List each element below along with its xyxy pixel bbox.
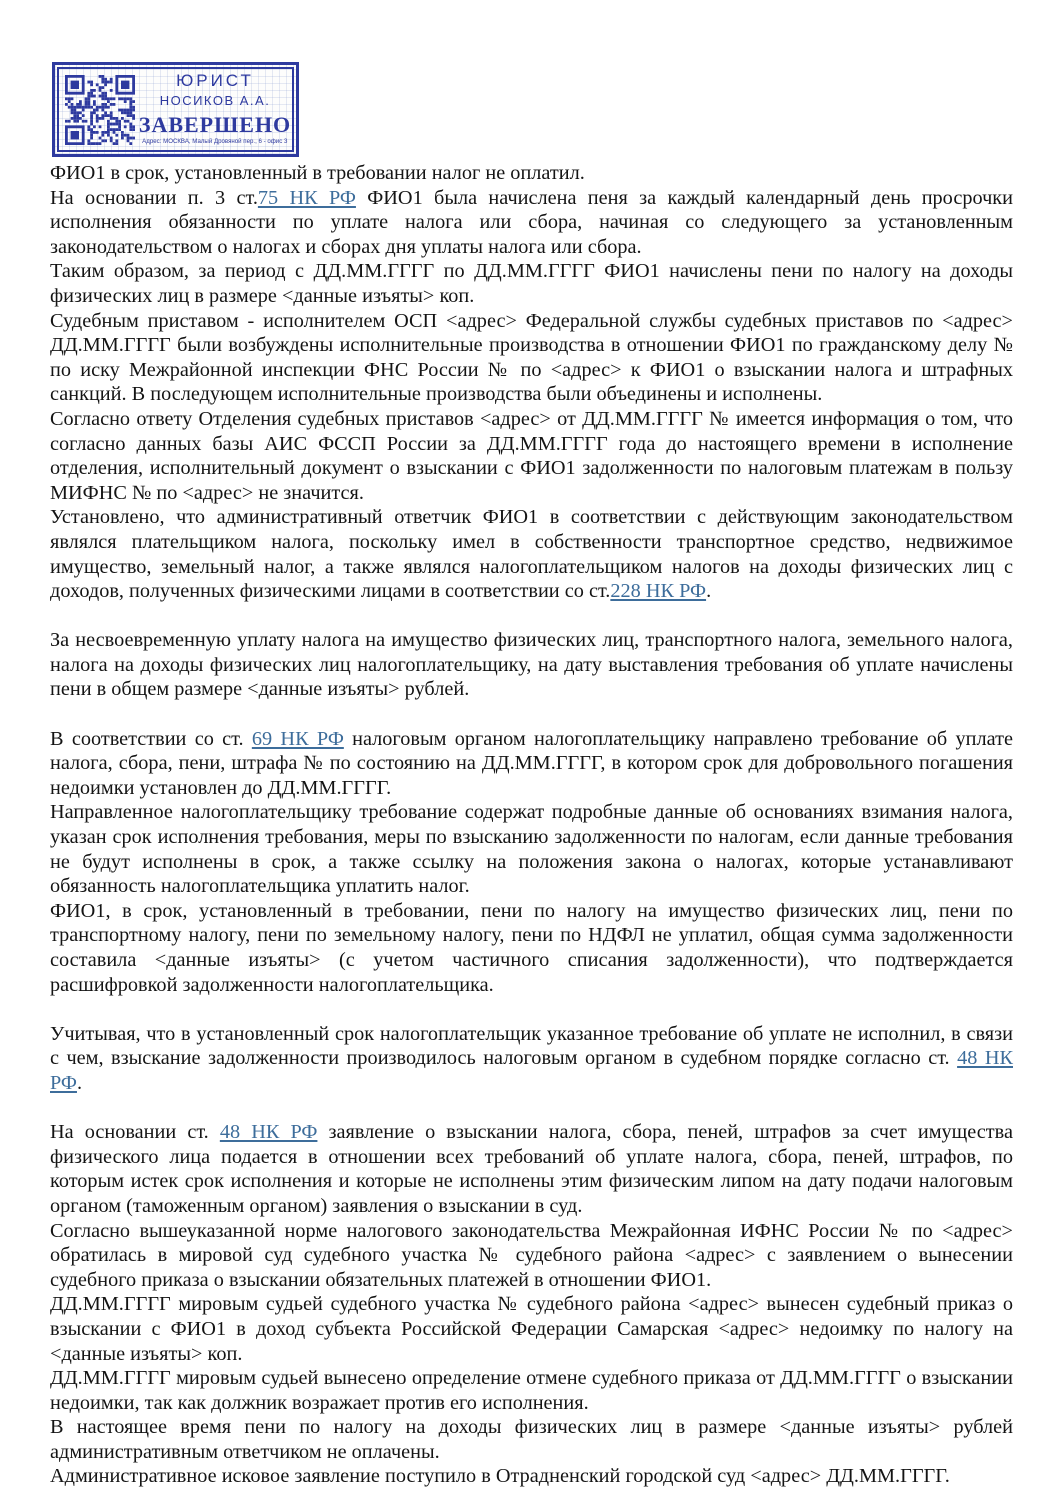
stamp-address: Адрес: МОСКВА, Малый Дровяной пер., 6 - офис 3 [142, 136, 288, 144]
paragraph-text: Согласно ответу Отделения судебных приставов <адрес> от ДД.ММ.ГГГГ № имеется информация о том, что согласно данных базы АИС ФССП России за ДД.ММ.ГГГГ года до настоящего времени в исполнение отделения, исполнительный документ о взыскании с ФИО1 задолженности по налоговым платежам в пользу МИФНС № по <адрес> не значится. [50, 407, 1013, 504]
paragraph-text: ДД.ММ.ГГГГ мировым судьей вынесено определение отмене судебного приказа от ДД.ММ.ГГГГ о взыскании недоимки, так как должник возражает против его исполнения. [50, 1367, 1013, 1414]
paragraph-text: налоговым органом налогоплательщику направлено требование об уплате налога, сбора, пени, штрафа № по состоянию на ДД.ММ.ГГГГ, в котором срок для добровольного погашения недоимки установлен до ДД.ММ.ГГГГ. [50, 727, 1013, 799]
stamp-title: ЮРИСТ [176, 71, 254, 90]
paragraph-text: . [706, 580, 712, 603]
law-link[interactable]: 228 НК РФ [610, 580, 707, 603]
law-link[interactable]: 69 НК РФ [251, 727, 344, 750]
paragraph-text: Судебным приставом - исполнителем ОСП <адрес> Федеральной службы судебных приставов по <адрес> ДД.ММ.ГГГГ были возбуждены исполнительные производства в отношении ФИО1 по гражданскому делу № по иску Межрайонной инспекции ФНС России № по <адрес> к ФИО1 о взыскании налога и штрафных санкций. В последующем исполнительные производства были объединены и исполнены. [50, 309, 1013, 406]
qr-code-icon [65, 75, 135, 145]
paragraph-text: На основании п. 3 ст. [50, 186, 258, 209]
paragraph [50, 628, 1013, 702]
paragraph [50, 1292, 1013, 1366]
paragraph-text: заявление о взыскании налога, сбора, пеней, штрафов за счет имущества физического лица подается в отношении всех требований об уплате налога, сбора, пеней, штрафов, по которым истек срок исполнения и которые не исполнены этим физическим липом на дату подачи налоговым органом (таможенным органом) заявления о взыскании в суд. [50, 1121, 1013, 1217]
stamp-text-block [138, 71, 292, 147]
paragraph [50, 161, 1013, 186]
law-link[interactable]: 48 НК РФ [219, 1121, 318, 1144]
paragraph-text: На основании ст. [50, 1121, 220, 1144]
law-link[interactable]: 75 НК РФ [257, 186, 356, 209]
document-body [50, 161, 1013, 1489]
paragraph [50, 1022, 1013, 1096]
paragraph [50, 899, 1013, 997]
paragraph-text: Административное исковое заявление поступило в Отрадненский городской суд <адрес> ДД.ММ.ГГГГ. [50, 1465, 950, 1488]
paragraph [50, 1219, 1013, 1293]
paragraph-text: Установлено, что административный ответчик ФИО1 в соответствии с действующим законодательством являлся плательщиком налога, поскольку имел в собственности транспортное средство, недвижимое имущество, земельный налог, а также являлся налогоплательщиком налогов на доходы физических лиц с доходов, полученных физическими лицами в соответствии со ст. [50, 506, 1013, 603]
paragraph [50, 407, 1013, 505]
certification-stamp [52, 62, 299, 157]
paragraph-text: Учитывая, что в установленный срок налогоплательщик указанное требование об уплате не исполнил, в связи с чем, взыскание задолженности производилось налоговым органом в судебном порядке согласно ст. [50, 1022, 1013, 1070]
paragraph-text: В соответствии со ст. [50, 727, 252, 750]
paragraph-text: В настоящее время пени по налогу на доходы физических лиц в размере <данные изъяты> рублей административным ответчиком не оплачены. [50, 1416, 1013, 1463]
paragraph [50, 727, 1013, 801]
paragraph-text: ФИО1 в срок, установленный в требовании налог не оплатил. [50, 162, 585, 184]
law-link[interactable]: 48 НК РФ [50, 1047, 1013, 1094]
paragraph-text: За несвоевременную уплату налога на имущество физических лиц, транспортного налога, земельного налога, налога на доходы физических лиц налогоплательщику, на дату выставления требования об уплате начислены пени в общем размере <данные изъяты> рублей. [50, 629, 1013, 701]
paragraph-text: ДД.ММ.ГГГГ мировым судьей судебного участка № судебного района <адрес> вынесен судебный приказ о взыскании с ФИО1 в доход субъекта Российской Федерации Самарская <адрес> недоимку по налогу на <данные изъяты> коп. [50, 1293, 1013, 1365]
stamp-inner-frame [57, 67, 294, 152]
paragraph [50, 1415, 1013, 1464]
paragraph [50, 259, 1013, 308]
paragraph [50, 1366, 1013, 1415]
paragraph [50, 1464, 1013, 1489]
paragraph [50, 1120, 1013, 1218]
paragraph-text: ФИО1, в срок, установленный в требовании, пени по налогу на имущество физических лиц, пени по транспортному налогу, пени по земельному налогу, пени по НДФЛ не уплатил, общая сумма задолженности составила <данные изъяты> (с учетом частичного списания задолженности), что подтверждается расшифровкой задолженности налогоплательщика. [50, 899, 1013, 996]
paragraph-text: Направленное налогоплательщику требование содержат подробные данные об основаниях взимания налога, указан срок исполнения требования, меры по взысканию задолженности по налогам, если данные требования не будут исполнены в срок, а также ссылку на положения закона о налогах, которые устанавливают обязанность налогоплательщика уплатить налог. [50, 801, 1013, 898]
stamp-name: НОСИКОВ А.А. [159, 92, 271, 108]
paragraph-text: Согласно вышеуказанной норме налогового законодательства Межрайонная ИФНС России № по <адрес> обратилась в мировой суд судебного участка № судебного района <адрес> с заявлением о вынесении судебного приказа о взыскании обязательных платежей в отношении ФИО1. [50, 1219, 1013, 1291]
stamp-status: ЗАВЕРШЕНО [138, 112, 292, 138]
paragraph [50, 505, 1013, 603]
paragraph-text: . [76, 1071, 83, 1094]
paragraph [50, 800, 1013, 898]
paragraph-text: ФИО1 была начислена пеня за каждый календарный день просрочки исполнения обязанности по уплате налога или сбора, начиная со следующего за установленным законодательством о налогах и сборах дня уплаты налога или сбора. [50, 186, 1013, 258]
paragraph [50, 186, 1013, 260]
paragraph [50, 309, 1013, 407]
paragraph-text: Таким образом, за период с ДД.ММ.ГГГГ по ДД.ММ.ГГГГ ФИО1 начислены пени по налогу на доходы физических лиц в размере <данные изъяты> коп. [50, 260, 1013, 307]
